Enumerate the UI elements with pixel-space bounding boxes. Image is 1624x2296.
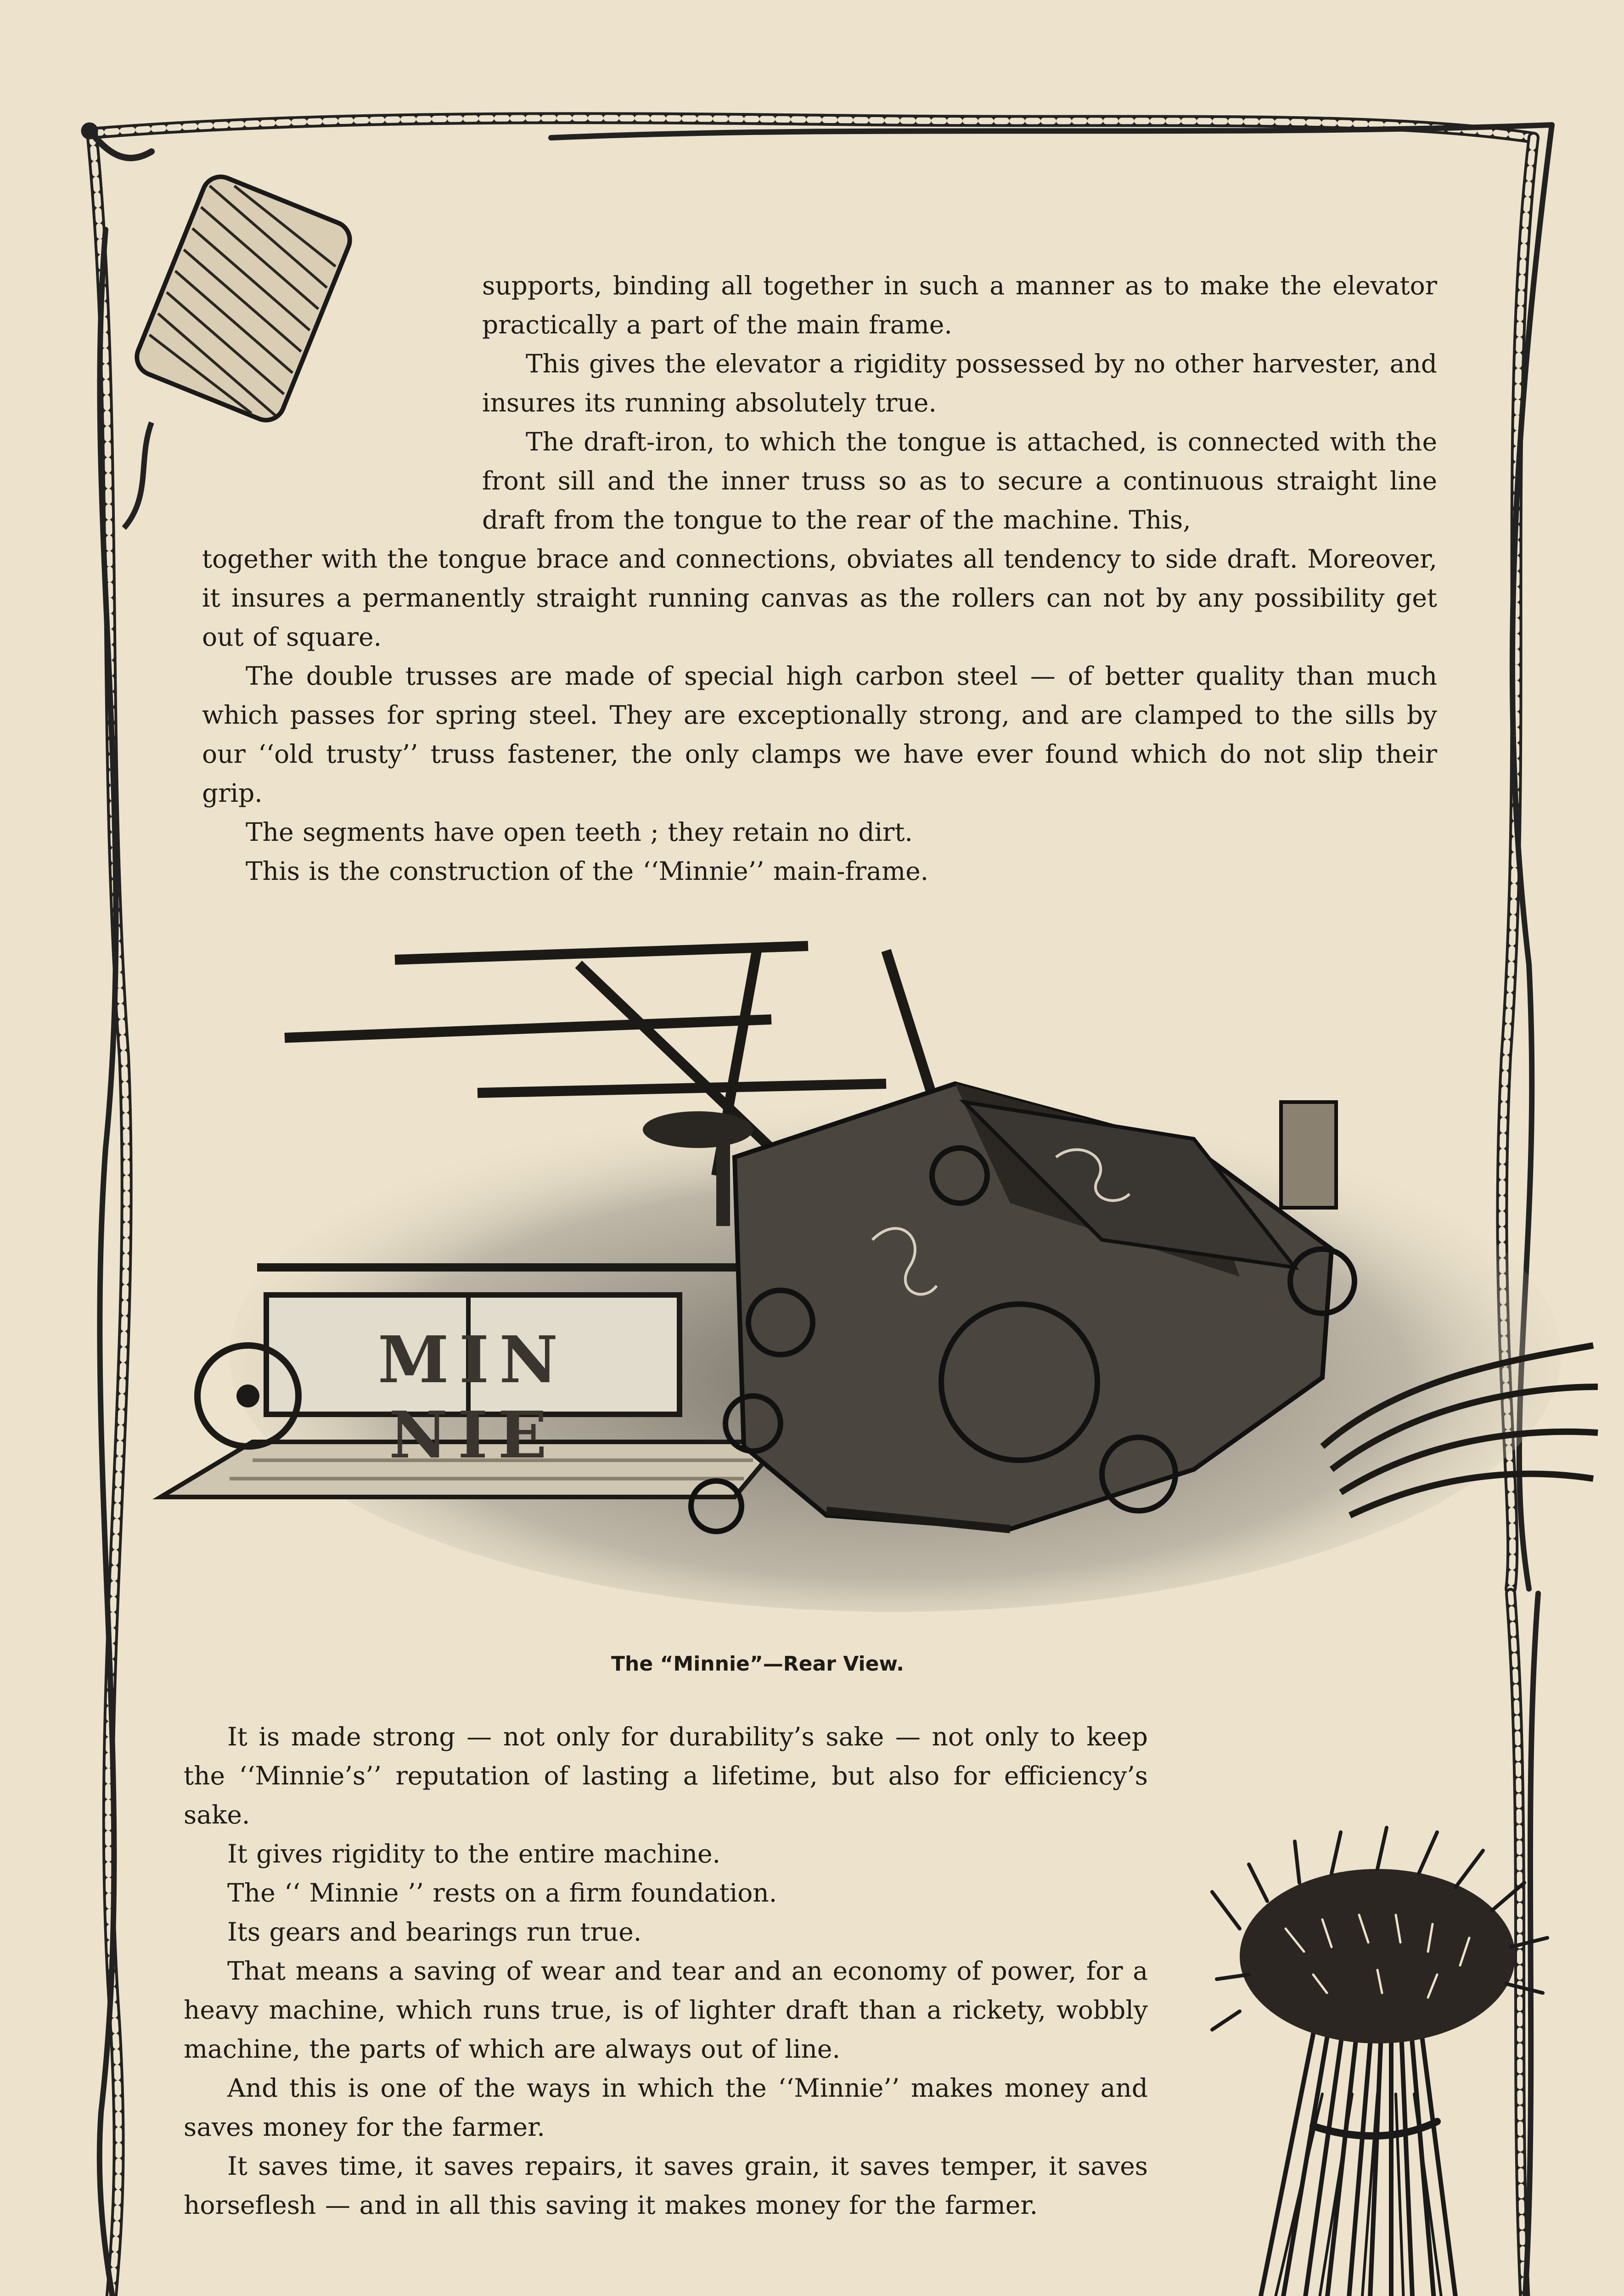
paragraph-elevator: supports, binding all together in such a manner as to make the elevator practically a part of the main frame.: [482, 271, 1437, 339]
paragraph-makes-money: And this is one of the ways in which the ‘‘Minnie’’ makes money and saves money for the farmer.: [184, 2073, 1148, 2142]
figure-caption: The “Minnie”—Rear View.: [611, 1652, 904, 1676]
paragraph-draft-iron: The draft-iron, to which the tongue is attached, is connected with the front sill and the inner truss so as to secure a continuous straight line draft from the tongue to the rear of the machine. This,: [482, 427, 1437, 535]
paragraph-rigidity: This gives the elevator a rigidity possessed by no other harvester, and insures its running absolutely true.: [482, 349, 1437, 417]
paragraph-gears: Its gears and bearings run true.: [227, 1917, 642, 1947]
paragraph-saves-time: It saves time, it saves repairs, it saves grain, it saves temper, it saves horseflesh — and in all this saving it makes money for the farmer.: [184, 2151, 1148, 2220]
machine-panel-lettering: MIN NIE: [377, 1322, 568, 1473]
paragraph-segments: The segments have open teeth ; they retain no dirt.: [246, 817, 913, 847]
paragraph-trusses: The double trusses are made of special high carbon steel — of better quality than much which passes for spring steel. They are exceptionally strong, and are clamped to the sills by our ‘‘old trusty’’ truss fastener, the only clamps we have ever found which do not slip their grip.: [202, 661, 1437, 808]
paragraph-strong: It is made strong — not only for durability’s sake — not only to keep the ‘‘Minnie’s’’ reputation of lasting a lifetime, but also for efficiency’s sake.: [184, 1722, 1148, 1829]
paragraph-draft-iron-continued: together with the tongue brace and connections, obviates all tendency to side draft. Moreover, it insures a permanently straight running canvas as the rollers can not by any possibility get out of square.: [202, 544, 1437, 652]
paragraph-main-frame: This is the construction of the ‘‘Minnie’’ main-frame.: [246, 856, 929, 886]
paragraph-saving-wear: That means a saving of wear and tear and an economy of power, for a heavy machine, which runs true, is of lighter draft than a rickety, wobbly machine, the parts of which are always out of line.: [184, 1956, 1148, 2064]
paragraph-foundation: The ‘‘ Minnie ’’ rests on a firm foundation.: [227, 1878, 777, 1908]
paragraph-gives-rigidity: It gives rigidity to the entire machine.: [227, 1839, 721, 1868]
